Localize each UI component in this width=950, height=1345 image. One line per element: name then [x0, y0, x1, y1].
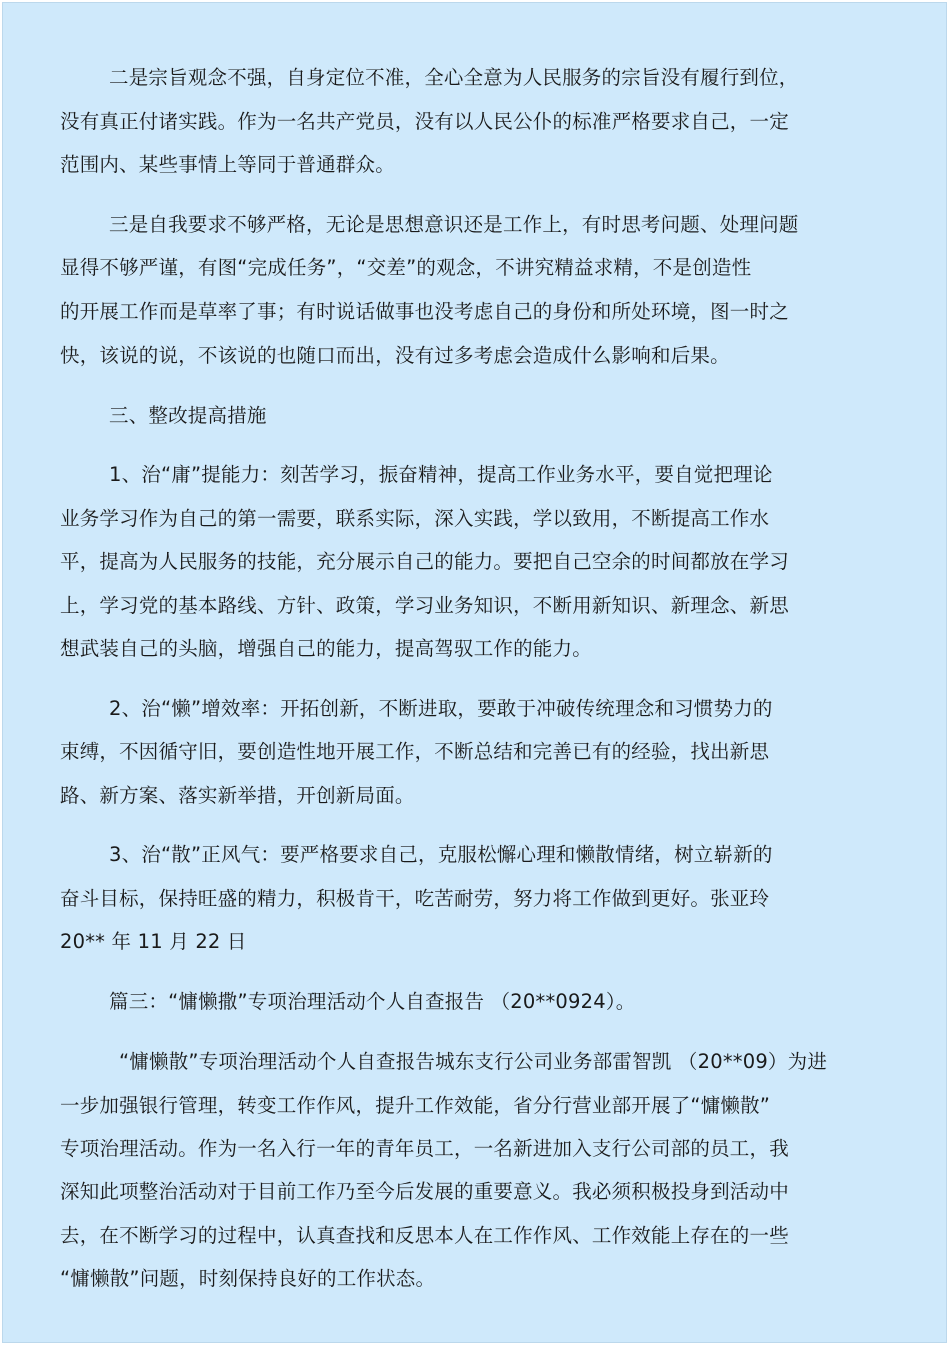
- paragraph-line: 深知此项整治活动对于目前工作乃至今后发展的重要意义。我必须积极投身到活动中: [60, 1180, 789, 1203]
- paragraph-line: 三是自我要求不够严格，无论是思想意识还是工作上，有时思考问题、处理问题: [109, 213, 799, 236]
- paragraph-line: 一步加强银行管理，转变工作作风，提升工作效能，省分行营业部开展了“慵懒散”: [60, 1094, 771, 1117]
- paragraph-line: 束缚，不因循守旧，要创造性地开展工作，不断总结和完善已有的经验，找出新思: [60, 740, 770, 763]
- paragraph-line: 路、新方案、落实新举措，开创新局面。: [60, 784, 415, 807]
- paragraph-line: 想武装自己的头脑，增强自己的能力，提高驾驭工作的能力。: [60, 637, 592, 660]
- section-heading: 三、整改提高措施: [109, 404, 267, 427]
- paragraph-line: 显得不够严谨，有图“完成任务”，“交差”的观念，不讲究精益求精，不是创造性: [60, 256, 752, 279]
- paragraph-line: 上，学习党的基本路线、方针、政策，学习业务知识，不断用新知识、新理念、新思: [60, 594, 789, 617]
- paragraph-line: 的开展工作而是草率了事；有时说话做事也没考虑自己的身份和所处环境，图一时之: [60, 300, 789, 323]
- paragraph-line: “慵懒散”问题，时刻保持良好的工作状态。: [60, 1267, 436, 1290]
- paragraph-line: 业务学习作为自己的第一需要，联系实际，深入实践，学以致用，不断提高工作水: [60, 507, 770, 530]
- paragraph-line: “慵懒散”专项治理活动个人自查报告城东支行公司业务部雷智凯 （20**09）为进: [119, 1050, 828, 1073]
- paragraph-line: 1、治“庸”提能力：刻苦学习，振奋精神，提高工作业务水平，要自觉把理论: [109, 463, 773, 486]
- paragraph-line: 专项治理活动。作为一名入行一年的青年员工，一名新进加入支行公司部的员工，我: [60, 1137, 789, 1160]
- paragraph-line: 平，提高为人民服务的技能，充分展示自己的能力。要把自己空余的时间都放在学习: [60, 550, 789, 573]
- paragraph-line: 2、治“懒”增效率：开拓创新，不断进取，要敢于冲破传统理念和习惯势力的: [109, 697, 773, 720]
- paragraph-line: 二是宗旨观念不强，自身定位不准，全心全意为人民服务的宗旨没有履行到位，: [109, 66, 799, 89]
- article-title: 篇三：“慵懒撒”专项治理活动个人自查报告 （20**0924）。: [109, 990, 636, 1013]
- paragraph-line: 没有真正付诸实践。作为一名共产党员，没有以人民公仆的标准严格要求自己，一定: [60, 110, 789, 133]
- paragraph-line: 快，该说的说，不该说的也随口而出，没有过多考虑会造成什么影响和后果。: [60, 344, 730, 367]
- paragraph-line: 奋斗目标，保持旺盛的精力，积极肯干，吃苦耐劳，努力将工作做到更好。张亚玲: [60, 887, 770, 910]
- date-line: 20** 年 11 月 22 日: [60, 930, 247, 953]
- paragraph-line: 范围内、某些事情上等同于普通群众。: [60, 153, 395, 176]
- paragraph-line: 去，在不断学习的过程中，认真查找和反思本人在工作作风、工作效能上存在的一些: [60, 1224, 789, 1247]
- paragraph-line: 3、治“散”正风气：要严格要求自己，克服松懈心理和懒散情绪，树立崭新的: [109, 843, 773, 866]
- document-page: [2, 2, 947, 1343]
